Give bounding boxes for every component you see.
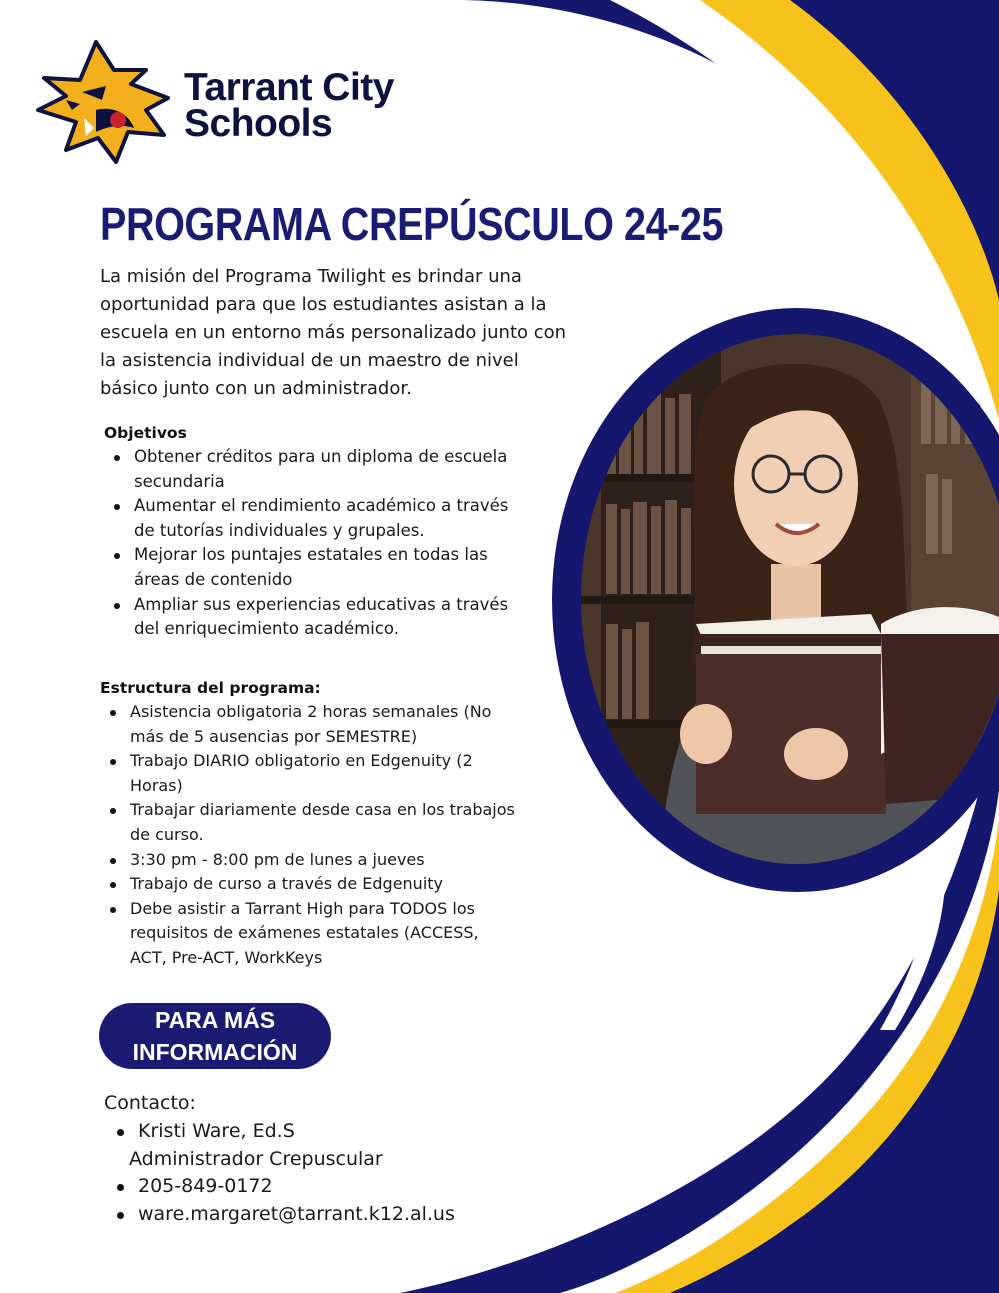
school-name-line1: Tarrant City [184,66,394,109]
wildcat-mascot-icon [36,40,171,165]
page-title: PROGRAMA CREPÚSCULO 24-25 [100,198,724,250]
contact-list [104,1118,524,1146]
list-item: Debe asistir a Tarrant High para TODOS los requisitos de exámenes estatales (ACCESS, ACT, Pre-ACT, WorkKeys [100,897,520,971]
mission-statement: La misión del Programa Twilight es brindar una oportunidad para que los estudiantes asistan a la escuela en un entorno más personalizado junto con la asistencia individual de un maestro de nivel básico junto con un administrador. [100,266,567,399]
structure-heading: Estructura del programa: [100,679,321,697]
list-item: Trabajo de curso a través de Edgenuity [100,872,520,897]
contact-role: Administrador Crepuscular [129,1147,383,1170]
structure-list [100,700,520,971]
school-name-line2: Schools [184,102,333,145]
more-info-label-line2: INFORMACIÓN [132,1039,298,1065]
list-item: Asistencia obligatoria 2 horas semanales (No más de 5 ausencias por SEMESTRE) [100,700,520,749]
list-item: Ampliar sus experiencias educativas a través del enriquecimiento académico. [104,593,524,642]
list-item: Trabajar diariamente desde casa en los trabajos de curso. [100,798,520,847]
contact-email[interactable]: ware.margaret@tarrant.k12.al.us [104,1201,524,1229]
objectives-heading: Objetivos [104,424,187,442]
objectives-list [104,445,524,642]
more-info-label-line1: PARA MÁS [154,1007,276,1033]
structure-section [100,676,520,971]
list-item: Aumentar el rendimiento académico a través de tutorías individuales y grupales. [104,494,524,543]
list-item: 3:30 pm - 8:00 pm de lunes a jueves [100,848,520,873]
objectives-section [104,421,524,642]
contact-section [104,1090,524,1228]
student-photo [581,334,999,864]
contact-details-list [104,1173,524,1228]
contact-phone[interactable]: 205-849-0172 [104,1173,524,1201]
contact-heading: Contacto: [104,1092,196,1114]
school-name [184,66,394,145]
list-item: Trabajo DIARIO obligatorio en Edgenuity (2 Horas) [100,749,520,798]
list-item: Obtener créditos para un diploma de escuela secundaria [104,445,524,494]
list-item: Mejorar los puntajes estatales en todas las áreas de contenido [104,543,524,592]
more-info-button[interactable] [99,1003,331,1069]
contact-name: Kristi Ware, Ed.S [104,1118,524,1146]
